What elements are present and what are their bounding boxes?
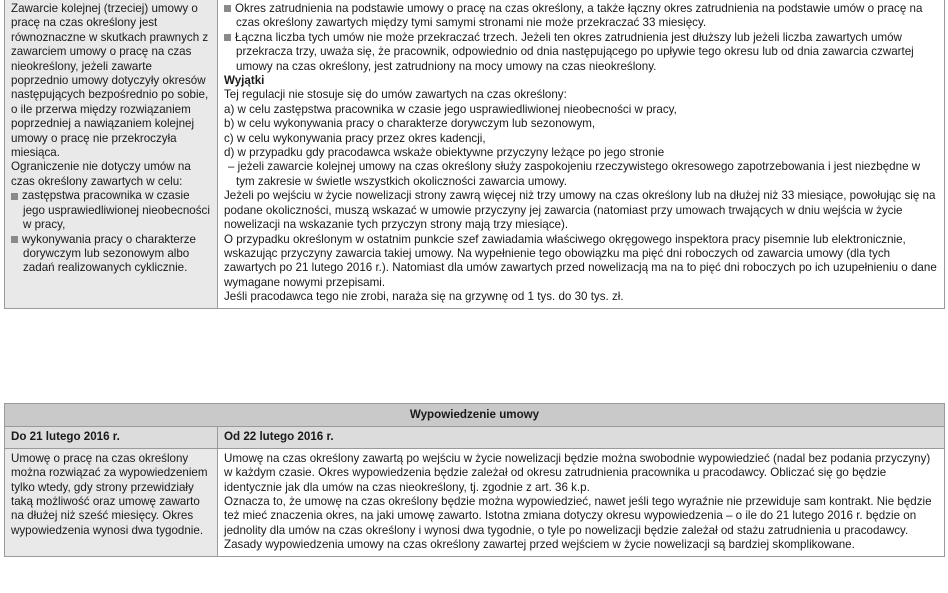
table-row (5, 448, 945, 556)
list-item: zastępstwa pracownika w czasie jego usprawiedliwionej nieobecności w pracy, (11, 189, 211, 232)
list-item: Łączna liczba tych umów nie może przekraczać trzech. Jeżeli ten okres zatrudnienia jest dłuższy lub jeżeli liczba zawartych umów przekracza trzy, uważa się, że pracownik, odpowiednio od dnia następującego po upływie tego okresu lub od dnia zawarcia czwartej umowy na czas określony, jest zatrudniony na mocy umowy na czas nieokreślony. (224, 31, 938, 74)
paragraph: Oznacza to, że umowę na czas określony będzie można wypowiedzieć, nawet jeśli tego wyraźnie nie przewiduje sam kontrakt. Nie będzie też mieć znaczenia okres, na jaki umowę zawarto. Istotna zmiana dotyczy okresu wypowiedzenia – o ile do 21 lutego 2016 r. będzie on jednolity dla umów na czas określony i wynosi dwa tygodnie, o tyle po nowelizacji będzie zależał od stażu zatrudnienia u pracodawcy. (224, 495, 932, 537)
table-header-row (5, 427, 945, 448)
paragraph: Zasady wypowiedzenia umowy na czas określony zawartej przed wejściem w życie nowelizacji są bardziej skomplikowane. (224, 538, 855, 552)
left-intro-text: Zawarcie kolejnej (trzeciej) umowy o pracę na czas określony jest równoznaczne w skutkach prawnych z zawarciem umowy o pracę na czas nieokreślony, jeżeli zawarte poprzednio umowy dotyczyły okresów następujących bezpośrednio po sobie, o ile przerwa między rozwiązaniem poprzedniej a nawiązaniem kolejnej umowy o pracę nie przekroczyła miesiąca. (11, 2, 209, 160)
square-bullet-icon (11, 193, 18, 200)
left-limit-text: Ograniczenie nie dotyczy umów na czas określony zawartych w celu: (11, 160, 191, 188)
old-rules-cell (5, 0, 218, 308)
paragraph: Jeśli pracodawca tego nie zrobi, naraża się na grzywnę od 1 tys. do 30 tys. zł. (224, 290, 624, 304)
exceptions-intro: Tej regulacji nie stosuje się do umów zawartych na czas określony: (224, 88, 567, 102)
exception-item: a) w celu zastępstwa pracownika w czasie jego usprawiedliwionej nieobecności w pracy, (224, 102, 677, 116)
new-termination-cell (218, 448, 945, 556)
square-bullet-icon (224, 5, 231, 12)
column-header-before: Do 21 lutego 2016 r. (5, 427, 218, 448)
exception-dash-note: – jeżeli zawarcie kolejnej umowy na czas określony służy zaspokojeniu rzeczywistego okresowego zapotrzebowania i jest niezbędne w tym zakresie w świetle wszystkich okoliczności zawarcia umowy. (228, 160, 921, 188)
left-termination-text: Umowę o pracę na czas określony można rozwiązać za wypowiedzeniem tylko wtedy, gdy strony przewidziały taką możliwość oraz umowę zawarto na dłużej niż sześć miesięcy. Okres wypowiedzenia wynosi dwa tygodnie. (11, 451, 208, 537)
list-item: wykonywania pracy o charakterze dorywczym lub sezonowym albo zadań realizowanych cyklicznie. (11, 233, 211, 276)
table-row (5, 0, 945, 308)
new-rules-cell (218, 0, 945, 308)
table-row (5, 404, 945, 427)
column-header-after: Od 22 lutego 2016 r. (218, 427, 945, 448)
paragraph: Jeżeli po wejściu w życie nowelizacji strony zawrą więcej niż trzy umowy na czas określony lub na dłużej niż 33 miesiące, powołując się na podane okoliczności, muszą wskazać w umowie przyczyny jej zawarcia (natomiast przy umowach trwających w dniu wejścia w życie nowelizacji na wskazanie tych przyczyn strony mają trzy miesiące). (224, 189, 936, 232)
old-termination-cell (5, 448, 218, 556)
list-item: Okres zatrudnienia na podstawie umowy o pracę na czas określony, a także łączny okres zatrudnienia na podstawie umów o pracę na czas określony zawartych między tymi samymi stronami nie może przekraczać 33 miesięcy. (224, 2, 938, 31)
exception-item: b) w celu wykonywania pracy o charakterze dorywczym lub sezonowym, (224, 117, 596, 131)
exceptions-heading: Wyjątki (224, 74, 265, 88)
square-bullet-icon (224, 34, 231, 41)
exception-item: c) w celu wykonywania pracy przez okres kadencji, (224, 131, 486, 145)
employment-terms-table (4, 0, 945, 309)
termination-table (4, 403, 945, 557)
square-bullet-icon (11, 236, 18, 243)
paragraph: O przypadku określonym w ostatnim punkcie szef zawiadamia właściwego okręgowego inspektora pracy pisemnie lub elektronicznie, wskazując przyczyny zawarcia takiej umowy. Na wypełnienie tego obowiązku ma pięć dni roboczych od zawarcia umowy (dla tych zawartych po 21 lutego 2016 r.). Natomiast dla umów zawartych przed nowelizacją ma na to pięć dni roboczych po ich uzupełnieniu o dane wymagane nowymi przepisami. (224, 232, 937, 289)
paragraph: Umowę na czas określony zawartą po wejściu w życie nowelizacji będzie można swobodnie wypowiedzieć (nadal bez podania przyczyny) w każdym czasie. Okres wypowiedzenia będzie zależał od okresu zatrudnienia pracownika u pracodawcy. Obliczać się go będzie identycznie jak dla umów na czas nieokreślony, tj. zgodnie z art. 36 k.p. (224, 451, 931, 494)
section-title: Wypowiedzenie umowy (5, 404, 945, 427)
exception-item: d) w przypadku gdy pracodawca wskaże obiektywne przyczyny leżące po jego stronie (224, 146, 665, 160)
